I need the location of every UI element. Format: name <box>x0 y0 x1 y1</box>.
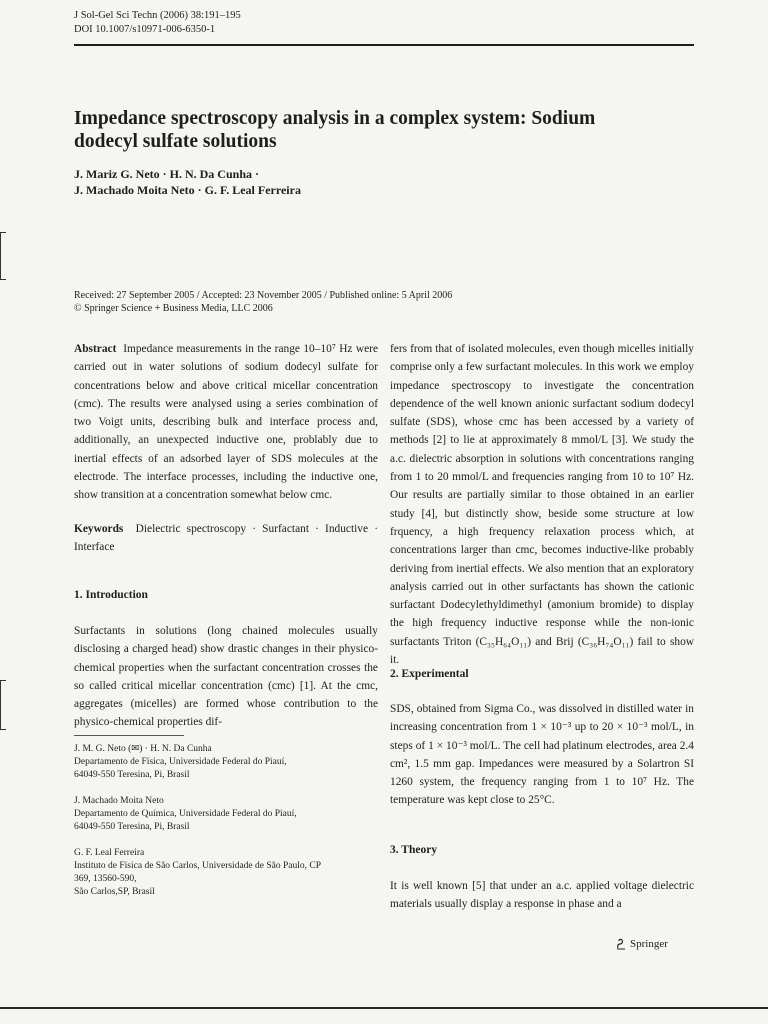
scan-margin-mark <box>0 680 7 730</box>
right-column-intro-continued: fers from that of isolated molecules, even though micelles initially comprise only a few surfactant molecules. In this work we employ impedance spectroscopy to investigate the concentration dependence of the well known anionic surfactant sodium dodecyl sulfate (SDS), whose cmc has been accessed by a variety of methods [2] to lie at approximately 8 mmol/L [3]. We study the a.c. dielectric absorption in solutions with concentrations ranging from 1 to 20 mmol/L and frequencies ranging from 10 to 10⁷ Hz. Our results are partially similar to those obtained in an earlier study [4], but distinctly show, beside some structure at low frquency, a high frequency relaxation process which, at concentrations larger than cmc, becomes inductive-like probably deriving from inertial effects. We also mention that an exploratory analysis carried out in other surfactants has shown the cationic surfactant Dodecylethyldimethyl (amonium bromide) to display the high frequency inductive response while the non-ionic surfactants Triton (C₃₅H₆₄O₁₁) and Brij (C₃₆H₇₄O₁₁) fail to show it. <box>390 343 694 667</box>
title-line-1: Impedance spectroscopy analysis in a complex system: Sodium <box>74 108 596 129</box>
abstract <box>74 340 378 505</box>
abstract-text: Impedance measurements in the range 10–10⁷ Hz were carried out in water solutions of sodium dodecyl sulfate for concentrations below and above critical micellar concentration (cmc). The results were analysed using a series combination of two Voigt units, describing bulk and interface process and, additionally, an unexpected inductive one, problably due to inertial effects of an adsorbed layer of SDS molecules at the electrode. The interface processes, including the inductive one, show transition at a concentration somewhat below cmc. <box>74 343 378 502</box>
section-heading-experimental: 2. Experimental <box>390 668 469 680</box>
affiliation-city: 64049-550 Teresina, Pi, Brasil <box>74 770 190 780</box>
paper-title <box>74 107 694 153</box>
doi: DOI 10.1007/s10971-006-6350-1 <box>74 24 216 35</box>
keywords-text: Dielectric spectroscopy · Surfactant · Inductive · Interface <box>74 523 378 554</box>
affiliation-names: J. Machado Moita Neto <box>74 796 164 806</box>
affiliation-city: 64049-550 Teresina, Pi, Brasil <box>74 822 190 832</box>
publisher-mark <box>616 938 668 950</box>
affiliation-dept: Instituto de Física de São Carlos, Universidade de São Paulo, CP <box>74 861 321 871</box>
abstract-heading: Abstract <box>74 343 117 355</box>
affiliation <box>74 847 374 899</box>
footnote-rule <box>74 735 184 736</box>
affiliations <box>74 743 374 912</box>
affiliation <box>74 795 374 834</box>
authors-line-1: J. Mariz G. Neto · H. N. Da Cunha · <box>74 167 259 181</box>
affiliation-names: J. M. G. Neto (✉) · H. N. Da Cunha <box>74 744 212 754</box>
publication-dates <box>74 289 694 315</box>
scan-margin-mark <box>0 232 7 280</box>
affiliation-dept: Departamento de Física, Universidade Federal do Piauí, <box>74 757 287 767</box>
title-line-2: dodecyl sulfate solutions <box>74 131 277 152</box>
dates-line: Received: 27 September 2005 / Accepted: 23 November 2005 / Published online: 5 April 2006 <box>74 290 453 301</box>
publisher-name: Springer <box>630 938 668 950</box>
keywords <box>74 520 378 557</box>
affiliation-dept: Departamento de Química, Universidade Federal do Piauí, <box>74 809 297 819</box>
keywords-heading: Keywords <box>74 523 124 535</box>
affiliation-names: G. F. Leal Ferreira <box>74 848 145 858</box>
section-heading-theory: 3. Theory <box>390 844 438 856</box>
affiliation-dept-2: 369, 13560-590, <box>74 874 137 884</box>
scan-bottom-edge <box>0 1007 768 1009</box>
section-heading-introduction: 1. Introduction <box>74 589 148 601</box>
author-list <box>74 166 301 198</box>
affiliation <box>74 743 374 782</box>
theory-text: It is well known [5] that under an a.c. applied voltage dielectric materials usually display a response in phase and a <box>390 880 694 911</box>
left-column <box>74 340 378 505</box>
introduction-text: Surfactants in solutions (long chained molecules usually disclosing a charged head) show drastic changes in their physico-chemical properties when the surfactant concentration crosses the so called critical micellar concentration (cmc) [1]. At the cmc, aggregates (micelles) are formed whose contribution to the physico-chemical properties dif- <box>74 625 378 729</box>
header-rule <box>74 44 694 46</box>
copyright-line: © Springer Science + Business Media, LLC 2006 <box>74 303 273 314</box>
springer-logo-icon <box>616 938 627 950</box>
authors-line-2: J. Machado Moita Neto · G. F. Leal Ferreira <box>74 183 301 197</box>
affiliation-city: São Carlos,SP, Brasil <box>74 887 155 897</box>
journal-citation: J Sol-Gel Sci Techn (2006) 38:191–195 <box>74 10 241 21</box>
experimental-text: SDS, obtained from Sigma Co., was dissolved in distilled water in increasing concentration from 1 × 10⁻³ up to 20 × 10⁻³ mol/L, in steps of 1 × 10⁻³ mol/L. The cell had platinum electrodes, area 2.4 cm², 1.5 mm gap. Impedances were measured by a Solartron SI 1260 system, the frequency ranging from 1 to 10⁷ Hz. The temperature was kept close to 25°C. <box>390 703 694 807</box>
